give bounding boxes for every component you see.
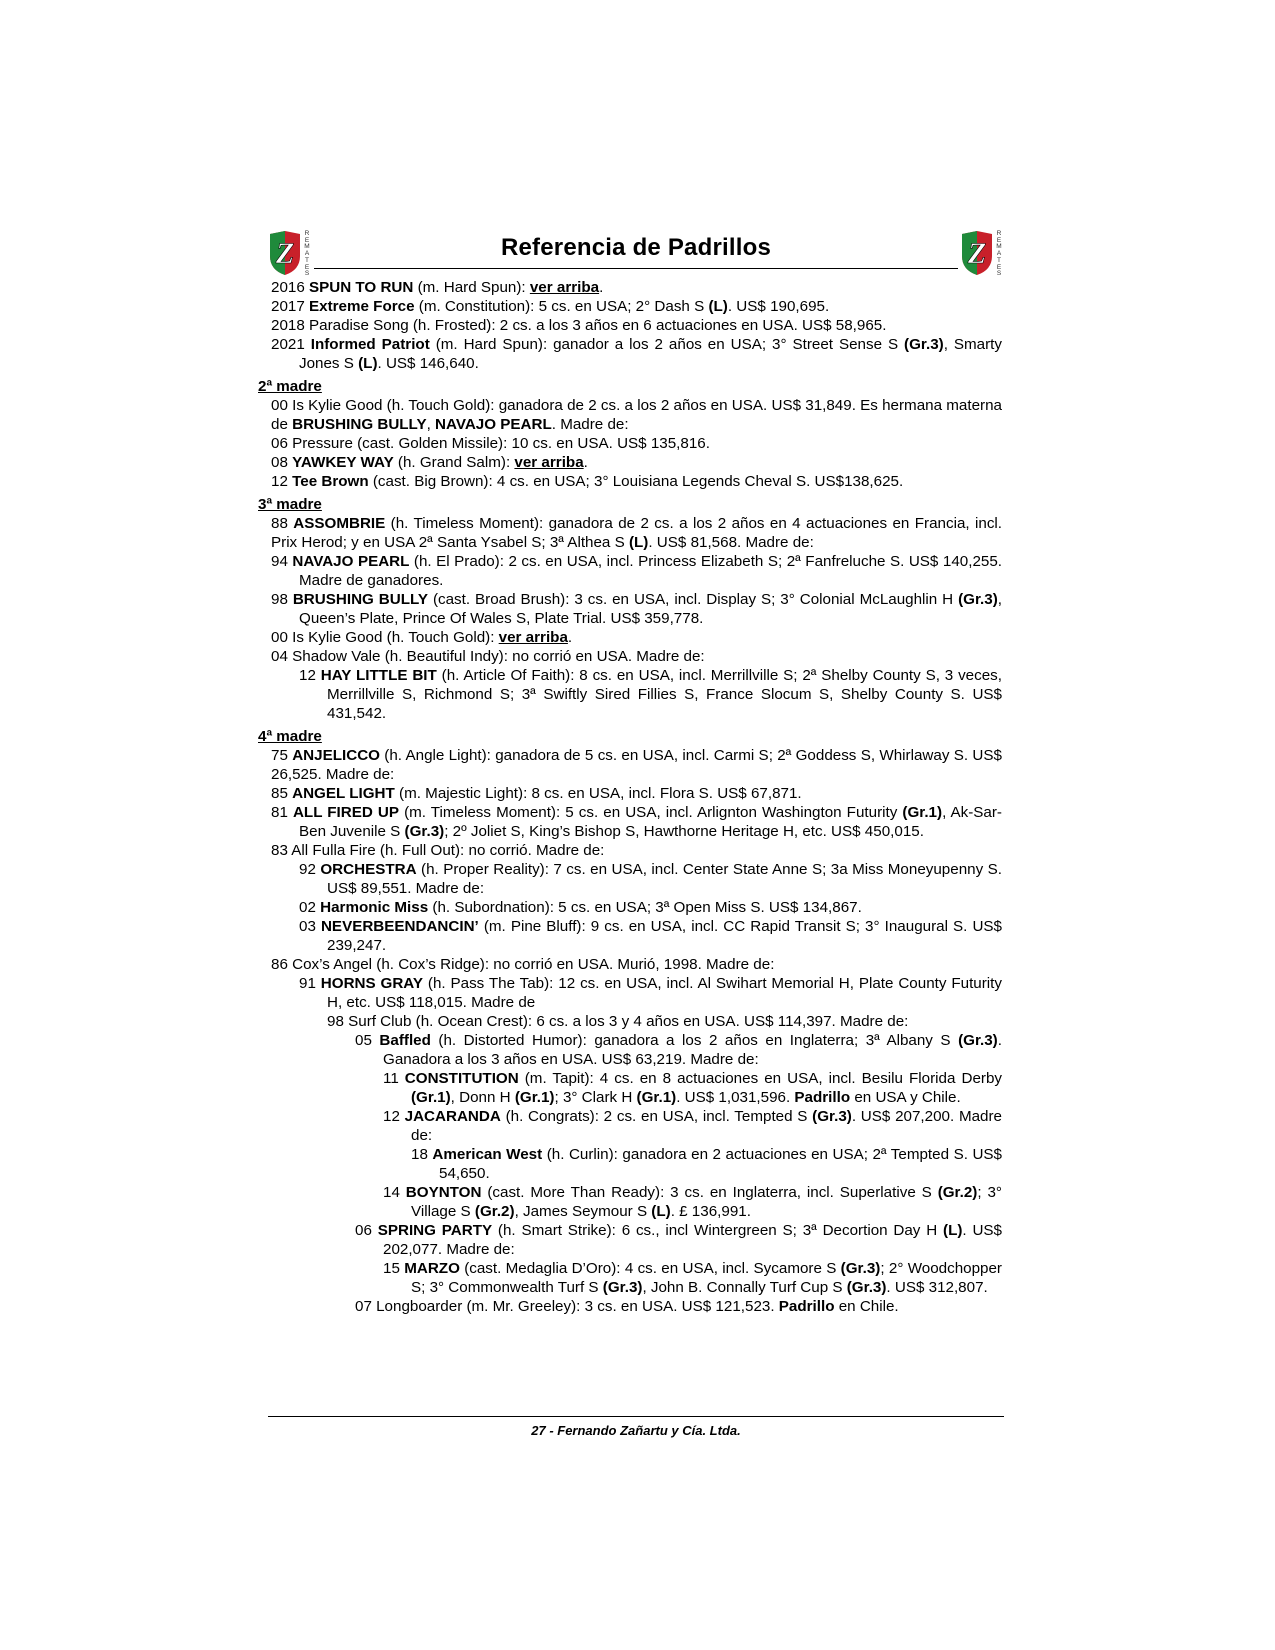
entry-text: 11 (383, 1070, 405, 1087)
bold-text: (L) (358, 355, 378, 372)
bold-text: NEVERBEENDANCIN’ (320, 918, 479, 935)
bold-text: CONSTITUTION (404, 1070, 519, 1087)
bold-text: Padrillo (794, 1089, 851, 1106)
entry-text: ; 2º Joliet S, King’s Bishop S, Hawthorne Heritage H, etc. US$ 450,015. (444, 823, 924, 840)
entry-text: (m. Tapit): 4 cs. en 8 actuaciones en USA, incl. Besilu Florida Derby (518, 1070, 1002, 1087)
pedigree-entry (271, 1221, 1002, 1259)
entry-text: 06 (355, 1222, 378, 1239)
entry-text: ; 3° Clark H (554, 1089, 637, 1106)
bold-text: MARZO (404, 1260, 460, 1277)
entry-text: 92 (299, 861, 321, 878)
entry-text: 2016 (271, 279, 310, 296)
bold-text: ALL FIRED UP (292, 804, 400, 821)
entry-text: 00 Is Kylie Good (h. Touch Gold): ganadora de 2 cs. a los 2 años en USA. US$ 31,849. Es hermana materna de (271, 397, 1002, 433)
entry-text: . Ganadora a los 3 años en USA. US$ 63,219. Madre de: (383, 1032, 1002, 1068)
entry-text: . £ 136,991. (670, 1203, 751, 1220)
pedigree-entry (271, 974, 1002, 1012)
entry-text: . US$ 190,695. (727, 298, 830, 315)
pedigree-entry (271, 1259, 1002, 1297)
bold-text: ANJELICCO (292, 747, 380, 764)
bold-text: Extreme Force (309, 298, 415, 315)
entry-text: 07 Longboarder (m. Mr. Greeley): 3 cs. en USA. US$ 121,523. (355, 1298, 779, 1315)
bold-text: Informed Patriot (310, 336, 430, 353)
entry-text: 86 Cox’s Angel (h. Cox’s Ridge): no corrió en USA. Murió, 1998. Madre de: (271, 956, 775, 973)
pedigree-entry (271, 316, 1002, 335)
pedigree-entry (271, 434, 1002, 453)
pedigree-entry (271, 514, 1002, 552)
entry-text: , Ak-Sar-Ben Juvenile S (299, 804, 1002, 840)
logo-side-text: R E M A T E S (304, 230, 310, 278)
pedigree-entry (271, 803, 1002, 841)
entry-text: 00 Is Kylie Good (h. Touch Gold): (271, 629, 499, 646)
entry-text: (cast. Broad Brush): 3 cs. en USA, incl. Display S; 3° Colonial McLaughlin H (428, 591, 959, 608)
section-heading: 3ª madre (258, 496, 322, 513)
pedigree-entry (271, 590, 1002, 628)
entry-text: 06 Pressure (cast. Golden Missile): 10 cs. en USA. US$ 135,816. (271, 435, 710, 452)
entry-text: 2021 (271, 336, 311, 353)
entry-text: 12 (383, 1108, 405, 1125)
bold-text: ANGEL LIGHT (292, 785, 395, 802)
cross-reference: ver arriba (514, 454, 584, 471)
entry-text: . US$ 207,200. Madre de: (411, 1108, 1002, 1144)
pedigree-entry (271, 552, 1002, 590)
entry-text: 83 All Fulla Fire (h. Full Out): no corrió. Madre de: (271, 842, 605, 859)
bold-text: HORNS GRAY (320, 975, 423, 992)
pedigree-entry (271, 647, 1002, 666)
entry-text: (h. Distorted Humor): ganadora a los 2 años en Inglaterra; 3ª Albany S (430, 1032, 959, 1049)
entry-text: , John B. Connally Turf Cup S (642, 1279, 847, 1296)
entry-text: 98 Surf Club (h. Ocean Crest): 6 cs. a los 3 y 4 años en USA. US$ 114,397. Madre de: (327, 1013, 909, 1030)
bold-text: (Gr.3) (840, 1260, 881, 1277)
bold-text: ASSOMBRIE (293, 515, 386, 532)
bold-text: BRUSHING BULLY (292, 591, 429, 608)
entry-text: (m. Pine Bluff): 9 cs. en USA, incl. CC Rapid Transit S; 3° Inaugural S. US$ 239,247. (327, 918, 1002, 954)
bold-text: (Gr.1) (411, 1089, 451, 1106)
bold-text: Baffled (379, 1032, 431, 1049)
bold-text: (L) (943, 1222, 963, 1239)
entry-text: (m. Timeless Moment): 5 cs. en USA, incl. Arlignton Washington Futurity (399, 804, 903, 821)
entry-text: . US$ 146,640. (377, 355, 479, 372)
entry-text: (cast. More Than Ready): 3 cs. en Inglaterra, incl. Superlative S (481, 1184, 938, 1201)
pedigree-entry (271, 1183, 1002, 1221)
entry-text: 04 Shadow Vale (h. Beautiful Indy): no corrió en USA. Madre de: (271, 648, 705, 665)
entry-text: , Smarty Jones S (299, 336, 1002, 372)
bold-text: BRUSHING BULLY (292, 416, 427, 433)
bold-text: (L) (651, 1203, 671, 1220)
bold-text: (Gr.2) (937, 1184, 978, 1201)
entry-text: (cast. Big Brown): 4 cs. en USA; 3° Louisiana Legends Cheval S. US$138,625. (368, 473, 904, 490)
entry-text: (h. Subordnation): 5 cs. en USA; 3ª Open Miss S. US$ 134,867. (428, 899, 862, 916)
entry-text: en USA y Chile. (850, 1089, 961, 1106)
entry-text: (h. Article Of Faith): 8 cs. en USA, incl. Merrillville S; 2ª Shelby County S, 3 veces, Merrillville S, Richmond S; 3ª Swiftly Sired Fillies S, France Slocum S, Shelby County S. US$ 431,542. (327, 667, 1002, 722)
bold-text: Tee Brown (292, 473, 369, 490)
bold-text: Padrillo (778, 1298, 835, 1315)
pedigree-content (258, 278, 1003, 1316)
entry-text: (h. Grand Salm): (393, 454, 515, 471)
entry-text: (m. Majestic Light): 8 cs. en USA, incl. Flora S. US$ 67,871. (394, 785, 802, 802)
entry-text: (m. Hard Spun): (413, 279, 530, 296)
pedigree-entry (271, 1145, 1002, 1183)
entry-text: (h. Smart Strike): 6 cs., incl Wintergreen S; 3ª Decortion Day H (492, 1222, 944, 1239)
pedigree-entry (271, 628, 1002, 647)
bold-text: (Gr.3) (958, 1032, 998, 1049)
pedigree-entry (271, 1012, 1002, 1031)
entry-text: . (567, 629, 573, 646)
bold-text: (Gr.2) (474, 1203, 515, 1220)
entry-text: 88 (271, 515, 294, 532)
page-footer: 27 - Fernando Zañartu y Cía. Ltda. (531, 1423, 741, 1438)
entry-text: (h. Proper Reality): 7 cs. en USA, incl. Center State Anne S; 3a Miss Moneyupenny S. US$ 89,551. Madre de: (327, 861, 1002, 897)
bold-text: (Gr.1) (902, 804, 943, 821)
entry-text: . (583, 454, 588, 471)
bold-text: SPRING PARTY (377, 1222, 493, 1239)
entry-text: . Madre de: (551, 416, 629, 433)
bold-text: American West (432, 1146, 543, 1163)
entry-text: (h. Timeless Moment): ganadora de 2 cs. a los 2 años en 4 actuaciones en Francia, incl. Prix Herod; y en USA 2ª Santa Ysabel S; 3ª Althea S (271, 515, 1003, 551)
zz-logo-icon (960, 230, 994, 276)
pedigree-entry (271, 746, 1002, 784)
entry-text: ; 3° Village S (411, 1184, 1002, 1220)
entry-text: 94 (271, 553, 293, 570)
bold-text: (Gr.3) (602, 1279, 643, 1296)
entry-text: 75 (271, 747, 293, 764)
entry-text: (cast. Medaglia D’Oro): 4 cs. en USA, incl. Sycamore S (459, 1260, 841, 1277)
entry-text: 12 (299, 667, 321, 684)
pedigree-entry (271, 784, 1002, 803)
entry-text: (h. El Prado): 2 cs. en USA, incl. Princess Elizabeth S; 2ª Fanfreluche S. US$ 140,255. Madre de ganadores. (299, 553, 1003, 589)
footer-divider (268, 1416, 1004, 1417)
entry-text: . US$ 202,077. Madre de: (383, 1222, 1003, 1258)
bold-text: (Gr.3) (846, 1279, 887, 1296)
section-heading: 4ª madre (258, 728, 322, 745)
pedigree-entry (271, 1297, 1002, 1316)
bold-text: ORCHESTRA (320, 861, 417, 878)
bold-text: Harmonic Miss (320, 899, 429, 916)
logo-side-text: R E M A T E S (996, 230, 1002, 278)
bold-text: (L) (708, 298, 728, 315)
svg-text:Z: Z (275, 237, 295, 270)
entry-text: . US$ 312,807. (886, 1279, 988, 1296)
entry-text: 05 (355, 1032, 380, 1049)
section-heading: 2ª madre (258, 378, 322, 395)
entry-text: , (426, 416, 436, 433)
entry-text: 18 (411, 1146, 433, 1163)
entry-text: 12 (271, 473, 293, 490)
entry-text: . US$ 1,031,596. (676, 1089, 795, 1106)
entry-text: (m. Constitution): 5 cs. en USA; 2° Dash S (414, 298, 709, 315)
bold-text: (Gr.3) (904, 336, 944, 353)
bold-text: BOYNTON (405, 1184, 482, 1201)
company-logo (268, 230, 312, 276)
entry-text: (m. Hard Spun): ganador a los 2 años en USA; 3° Street Sense S (429, 336, 905, 353)
pedigree-entry (271, 917, 1002, 955)
pedigree-entry (271, 860, 1002, 898)
pedigree-entry (271, 335, 1002, 373)
entry-text: 08 (271, 454, 293, 471)
bold-text: SPUN TO RUN (309, 279, 414, 296)
bold-text: (Gr.1) (636, 1089, 677, 1106)
entry-text: (h. Pass The Tab): 12 cs. en USA, incl. Al Swihart Memorial H, Plate County Futurity H, etc. US$ 118,015. Madre de (327, 975, 1002, 1011)
pedigree-entry (271, 1031, 1002, 1069)
entry-text: (h. Angle Light): ganadora de 5 cs. en USA, incl. Carmi S; 2ª Goddess S, Whirlaway S. US$ 26,525. Madre de: (271, 747, 1002, 783)
bold-text: NAVAJO PEARL (435, 416, 552, 433)
entry-text: 91 (299, 975, 321, 992)
bold-text: JACARANDA (404, 1108, 501, 1125)
header-divider (314, 268, 958, 269)
page-header (268, 230, 1004, 278)
pedigree-entry (271, 666, 1002, 723)
pedigree-entry (271, 278, 1002, 297)
pedigree-entry (271, 472, 1002, 491)
entry-text: 2017 (271, 298, 310, 315)
page-title: Referencia de Padrillos (500, 234, 772, 261)
entry-text: . US$ 81,568. Madre de: (648, 534, 814, 551)
bold-text: (Gr.3) (404, 823, 445, 840)
entry-text: (h. Congrats): 2 cs. en USA, incl. Tempted S (500, 1108, 813, 1125)
pedigree-entry (271, 1069, 1002, 1107)
pedigree-entry (271, 1107, 1002, 1145)
bold-text: (Gr.1) (514, 1089, 555, 1106)
entry-text: en Chile. (834, 1298, 899, 1315)
entry-text: , James Seymour S (514, 1203, 652, 1220)
bold-text: (L) (628, 534, 649, 551)
entry-text: . (599, 279, 604, 296)
zz-logo-icon (268, 230, 302, 276)
pedigree-entry (271, 955, 1002, 974)
pedigree-entry (271, 841, 1002, 860)
bold-text: (Gr.3) (958, 591, 998, 608)
entry-text: 02 (299, 899, 321, 916)
entry-text: 98 (271, 591, 293, 608)
pedigree-entry (271, 297, 1002, 316)
pedigree-entry (271, 898, 1002, 917)
cross-reference: ver arriba (529, 279, 600, 296)
entry-text: (h. Curlin): ganadora en 2 actuaciones en USA; 2ª Tempted S. US$ 54,650. (439, 1146, 1002, 1182)
entry-text: 2018 Paradise Song (h. Frosted): 2 cs. a los 3 años en 6 actuaciones en USA. US$ 58,965. (271, 317, 887, 334)
entry-text: 15 (383, 1260, 405, 1277)
svg-text:Z: Z (967, 237, 987, 270)
entry-text: 81 (271, 804, 293, 821)
pedigree-entry (271, 396, 1002, 434)
entry-text: ; 2° Woodchopper S; 3° Commonwealth Turf S (411, 1260, 1002, 1296)
bold-text: YAWKEY WAY (292, 454, 394, 471)
bold-text: NAVAJO PEARL (292, 553, 410, 570)
bold-text: HAY LITTLE BIT (320, 667, 437, 684)
bold-text: (Gr.3) (812, 1108, 852, 1125)
entry-text: 85 (271, 785, 293, 802)
company-logo (960, 230, 1004, 276)
entry-text: 03 (299, 918, 321, 935)
entry-text: 14 (383, 1184, 406, 1201)
entry-text: , Donn H (450, 1089, 515, 1106)
pedigree-entry (271, 453, 1002, 472)
cross-reference: ver arriba (498, 629, 568, 646)
entry-text: , Queen’s Plate, Prince Of Wales S, Plate Trial. US$ 359,778. (299, 591, 1002, 627)
